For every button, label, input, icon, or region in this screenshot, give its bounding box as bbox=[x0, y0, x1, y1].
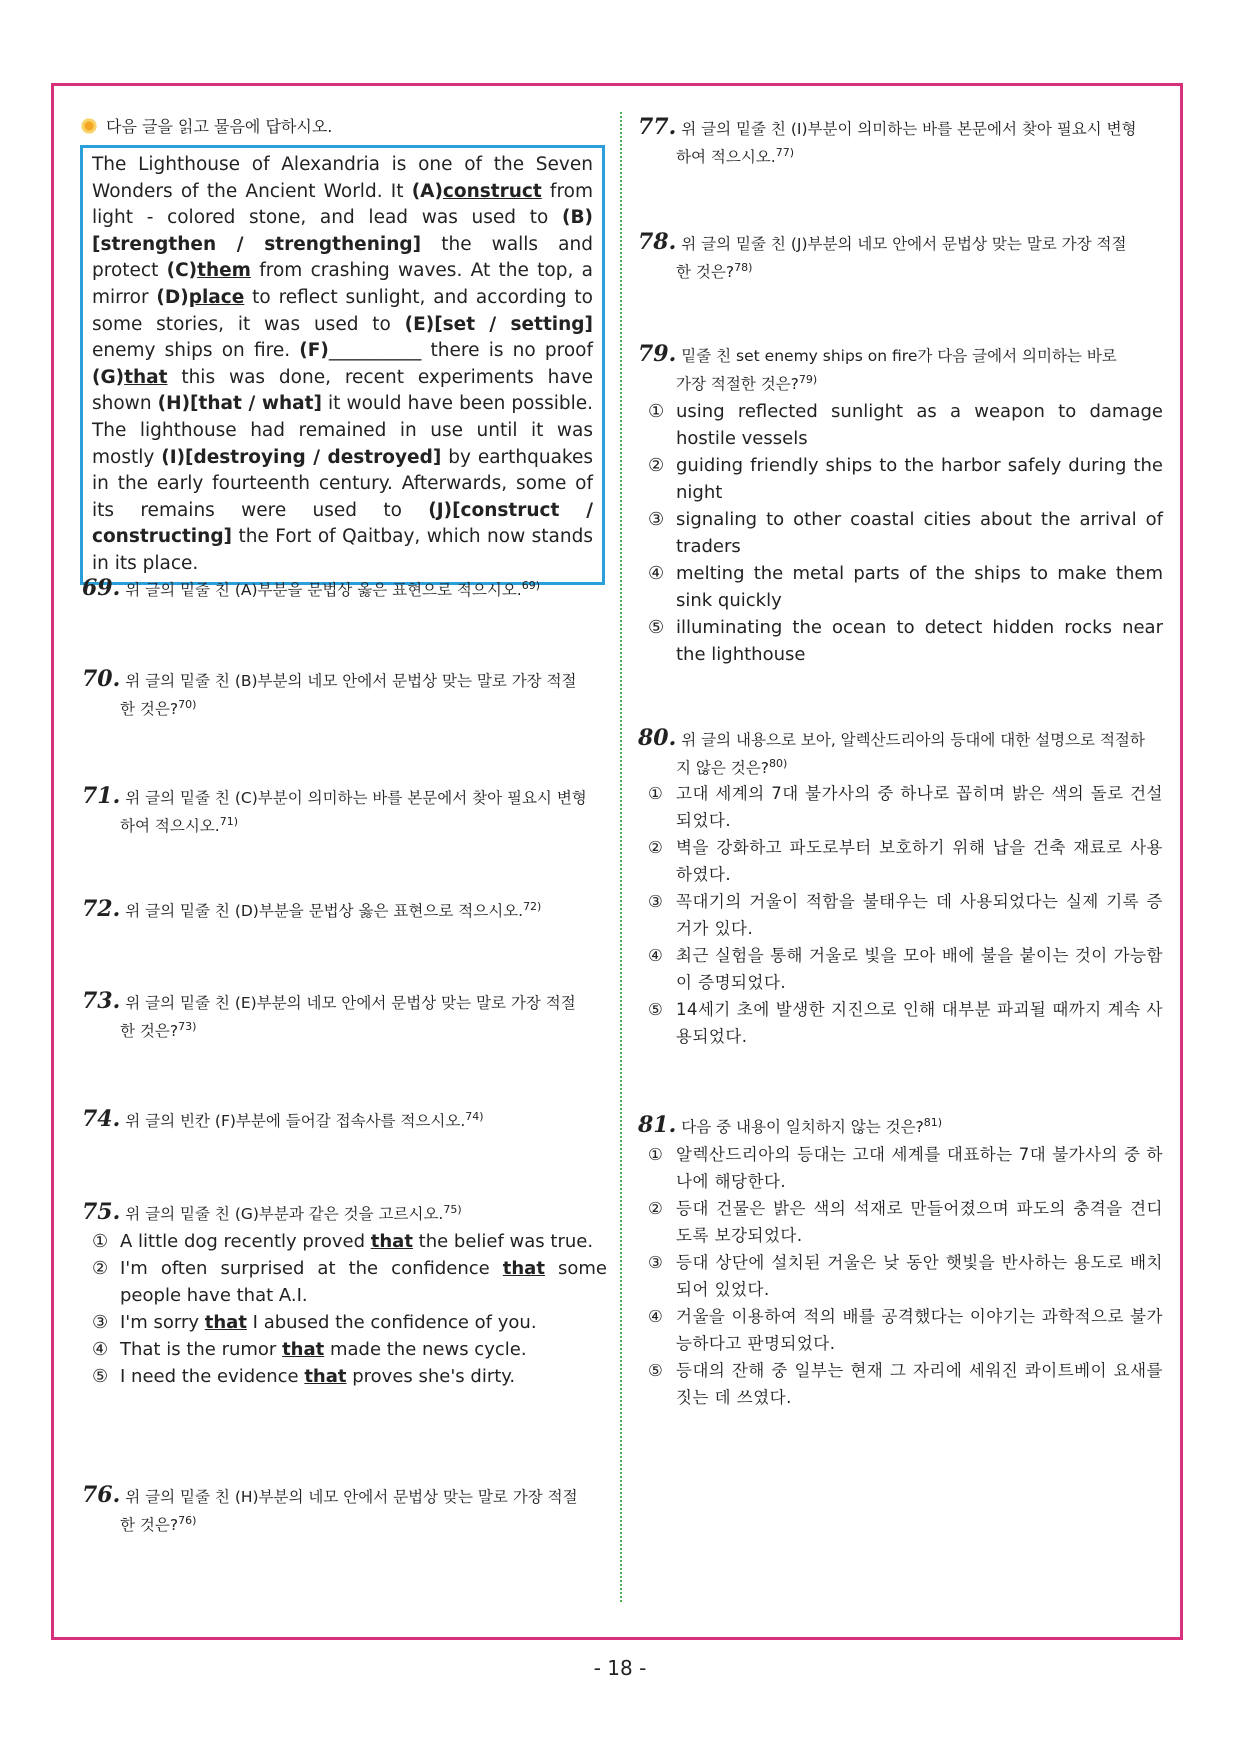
option-text: the belief was true. bbox=[412, 1231, 594, 1253]
passage-text: it would have been possible. The lighthouse had remained in use until it was mostly bbox=[92, 393, 594, 468]
question-number: 76. bbox=[82, 1482, 121, 1508]
footnote-ref: 71) bbox=[219, 815, 238, 828]
question-text-cont: 한 것은? bbox=[676, 263, 735, 282]
option-text: I'm often surprised at the confidence bbox=[120, 1258, 503, 1280]
footnote-ref: 78) bbox=[734, 261, 753, 274]
question-text-cont: 지 않은 것은? bbox=[676, 759, 769, 778]
option-marker: ⑤ bbox=[648, 1000, 664, 1020]
option-text: made the news cycle. bbox=[324, 1339, 527, 1361]
question-number: 81. bbox=[638, 1112, 677, 1139]
footnote-ref: 75) bbox=[443, 1203, 462, 1216]
question-text: 위 글의 밑줄 친 (I)부분이 의미하는 바를 본문에서 찾아 필요시 변형 bbox=[681, 120, 1137, 138]
option-3[interactable] bbox=[638, 888, 1163, 942]
question-75 bbox=[82, 1198, 607, 1390]
question-text: 위 글의 밑줄 친 (D)부분을 문법상 옳은 표현으로 적으시오. bbox=[125, 902, 524, 921]
passage-text: the walls and protect bbox=[92, 233, 593, 282]
option-5[interactable] bbox=[638, 614, 1163, 668]
question-72 bbox=[82, 895, 607, 923]
option-marker: ④ bbox=[648, 563, 665, 585]
question-number: 72. bbox=[82, 896, 121, 923]
bracket-e: (E)[set / setting] bbox=[404, 313, 593, 335]
option-marker: ② bbox=[648, 455, 665, 477]
question-text: 위 글의 내용으로 보아, 알렉산드리아의 등대에 대한 설명으로 적절하 bbox=[681, 731, 1145, 749]
footnote-ref: 70) bbox=[178, 698, 197, 711]
footnote-ref: 69) bbox=[521, 579, 541, 592]
option-3[interactable] bbox=[638, 506, 1163, 560]
bracket-b: (B)[strengthen / strengthening] bbox=[92, 207, 593, 255]
option-text: some people have that A.I. bbox=[120, 1258, 607, 1307]
question-number: 74. bbox=[82, 1106, 121, 1133]
option-text: melting the metal parts of the ships to make them sink quickly bbox=[676, 563, 1163, 612]
option-keyword: that bbox=[282, 1339, 325, 1361]
question-number: 70. bbox=[82, 666, 121, 692]
option-marker: ① bbox=[648, 784, 664, 804]
underlined-d: place bbox=[188, 286, 245, 308]
option-text: proves she's dirty. bbox=[346, 1366, 516, 1388]
footnote-ref: 81) bbox=[923, 1116, 943, 1129]
question-number: 78. bbox=[638, 229, 677, 255]
passage-text: by earthquakes in the early fourteenth century. Afterwards, some of its remains were used to bbox=[92, 446, 594, 521]
option-2[interactable] bbox=[638, 1195, 1163, 1249]
question-79 bbox=[638, 343, 1163, 668]
passage-text: enemy ships on fire. bbox=[92, 340, 300, 362]
option-1[interactable] bbox=[638, 1141, 1163, 1195]
option-text: illuminating the ocean to detect hidden rocks near the lighthouse bbox=[676, 617, 1163, 666]
option-marker: ③ bbox=[648, 892, 664, 912]
question-text: 위 글의 밑줄 친 (C)부분이 의미하는 바를 본문에서 찾아 필요시 변형 bbox=[125, 789, 587, 807]
question-number: 77. bbox=[638, 114, 677, 140]
bracket-h: (H)[that / what] bbox=[157, 393, 322, 415]
option-5[interactable] bbox=[638, 996, 1163, 1050]
passage-text: The Lighthouse of Alexandria is one of the Seven Wonders of the Ancient World. It bbox=[92, 154, 593, 202]
option-text: I need the evidence bbox=[120, 1366, 305, 1388]
option-text: 14세기 초에 발생한 지진으로 인해 대부분 파괴될 때까지 계속 사용되었다. bbox=[676, 1000, 1163, 1047]
option-marker: ⑤ bbox=[92, 1366, 109, 1388]
footnote-ref: 79) bbox=[798, 373, 818, 386]
question-text: 위 글의 밑줄 친 (E)부분의 네모 안에서 문법상 맞는 말로 가장 적절 bbox=[125, 994, 576, 1012]
passage-text: there is no proof bbox=[421, 340, 593, 362]
option-4[interactable] bbox=[638, 942, 1163, 996]
passage-text: the Fort of Qaitbay, which now stands in its place. bbox=[92, 526, 593, 574]
option-4[interactable] bbox=[638, 1303, 1163, 1357]
option-marker: ⑤ bbox=[648, 617, 665, 639]
option-2[interactable] bbox=[638, 834, 1163, 888]
question-text-cont: 한 것은? bbox=[120, 1022, 179, 1041]
question-69 bbox=[82, 574, 607, 602]
question-number: 73. bbox=[82, 988, 121, 1014]
passage-text: from crashing waves. At the top, a mirror bbox=[92, 260, 593, 308]
left-column bbox=[80, 114, 605, 585]
question-text: 다음 중 내용이 일치하지 않는 것은? bbox=[681, 1118, 924, 1137]
question-80 bbox=[638, 727, 1163, 1050]
option-marker: ⑤ bbox=[648, 1361, 664, 1381]
option-text: That is the rumor bbox=[120, 1339, 283, 1361]
question-text: 위 글의 밑줄 친 (B)부분의 네모 안에서 문법상 맞는 말로 가장 적절 bbox=[125, 672, 577, 690]
question-text: 위 글의 밑줄 친 (A)부분을 문법상 옳은 표현으로 적으시오. bbox=[125, 581, 522, 600]
question-76 bbox=[82, 1484, 607, 1537]
option-text: 등대의 잔해 중 일부는 현재 그 자리에 세워진 콰이트베이 요새를 짓는 데 쓰였다. bbox=[676, 1361, 1163, 1408]
underlined-a: construct bbox=[442, 180, 542, 202]
question-81 bbox=[638, 1111, 1163, 1411]
reading-passage bbox=[80, 145, 605, 585]
question-70 bbox=[82, 668, 607, 721]
passage-text: from light - colored stone, and lead was used to bbox=[92, 180, 593, 229]
footnote-ref: 73) bbox=[178, 1020, 197, 1033]
underlined-c: them bbox=[197, 260, 251, 282]
question-73 bbox=[82, 990, 607, 1043]
option-text: 등대 상단에 설치된 거울은 낮 동안 햇빛을 반사하는 용도로 배치되어 있었다. bbox=[676, 1253, 1163, 1300]
question-number: 71. bbox=[82, 783, 121, 809]
footnote-ref: 72) bbox=[523, 900, 542, 913]
instruction-text: 다음 글을 읽고 물음에 답하시오. bbox=[106, 117, 333, 136]
bracket-j: (J)[construct / constructing] bbox=[92, 499, 593, 548]
question-text: 위 글의 밑줄 친 (H)부분의 네모 안에서 문법상 맞는 말로 가장 적절 bbox=[125, 1488, 578, 1506]
option-4[interactable] bbox=[82, 1336, 607, 1363]
option-marker: ③ bbox=[648, 509, 665, 531]
option-2[interactable] bbox=[638, 452, 1163, 506]
option-text: 최근 실험을 통해 거울로 빛을 모아 배에 불을 붙이는 것이 가능함이 증명되었다. bbox=[676, 946, 1163, 993]
question-text-cont: 한 것은? bbox=[120, 1516, 179, 1535]
question-number: 69. bbox=[82, 575, 121, 602]
option-marker: ② bbox=[648, 838, 664, 858]
footnote-ref: 76) bbox=[178, 1514, 197, 1527]
bracket-i: (I)[destroying / destroyed] bbox=[161, 446, 442, 468]
question-77 bbox=[638, 116, 1163, 169]
option-text: A little dog recently proved bbox=[120, 1231, 371, 1253]
passage-text: this was done, recent experiments have shown bbox=[92, 366, 593, 415]
question-number: 80. bbox=[638, 725, 677, 751]
passage-text: to reflect sunlight, and according to some stories, it was used to bbox=[92, 286, 593, 335]
option-text: 고대 세계의 7대 불가사의 중 하나로 꼽히며 밝은 색의 돌로 건설되었다. bbox=[676, 784, 1163, 831]
option-text: 거울을 이용하여 적의 배를 공격했다는 이야기는 과학적으로 불가능하다고 판명되었다. bbox=[676, 1307, 1163, 1354]
question-71 bbox=[82, 785, 607, 838]
label-d: (D) bbox=[156, 286, 189, 308]
question-number: 79. bbox=[638, 341, 677, 367]
option-marker: ② bbox=[92, 1258, 109, 1280]
question-text: 위 글의 밑줄 친 (J)부분의 네모 안에서 문법상 맞는 말로 가장 적절 bbox=[681, 235, 1127, 253]
question-text: 밑줄 친 set enemy ships on fire가 다음 글에서 의미하는 바로 bbox=[681, 347, 1117, 365]
column-divider bbox=[620, 112, 622, 1602]
flower-icon bbox=[80, 117, 98, 135]
page-number: - 18 - bbox=[593, 1656, 647, 1680]
option-marker: ④ bbox=[648, 946, 664, 966]
option-text: 벽을 강화하고 파도로부터 보호하기 위해 납을 건축 재료로 사용하였다. bbox=[676, 838, 1163, 885]
option-keyword: that bbox=[370, 1231, 413, 1253]
question-text-cont: 한 것은? bbox=[120, 700, 179, 719]
question-text-cont: 가장 적절한 것은? bbox=[676, 375, 799, 394]
label-f: (F) bbox=[299, 340, 329, 362]
option-text: 등대 건물은 밝은 색의 석재로 만들어졌으며 파도의 충격을 견디도록 보강되었다. bbox=[676, 1199, 1163, 1246]
option-marker: ③ bbox=[648, 1253, 664, 1273]
question-78 bbox=[638, 231, 1163, 284]
label-g: (G) bbox=[92, 366, 125, 388]
question-text: 위 글의 밑줄 친 (G)부분과 같은 것을 고르시오. bbox=[125, 1205, 444, 1224]
option-marker: ④ bbox=[92, 1339, 109, 1361]
option-3[interactable] bbox=[638, 1249, 1163, 1303]
label-c: (C) bbox=[166, 260, 198, 282]
option-marker: ① bbox=[648, 1145, 664, 1165]
option-text: signaling to other coastal cities about the arrival of traders bbox=[676, 509, 1163, 558]
option-4[interactable] bbox=[638, 560, 1163, 614]
footnote-ref: 74) bbox=[465, 1110, 484, 1123]
question-74 bbox=[82, 1105, 607, 1133]
option-1[interactable] bbox=[638, 398, 1163, 452]
option-keyword: that bbox=[204, 1312, 247, 1334]
question-text-cont: 하여 적으시오. bbox=[120, 817, 220, 836]
option-1[interactable] bbox=[82, 1228, 607, 1255]
footnote-ref: 77) bbox=[775, 146, 794, 159]
option-text: using reflected sunlight as a weapon to damage hostile vessels bbox=[676, 401, 1163, 450]
blank-f: __________ bbox=[328, 340, 422, 362]
option-text: I'm sorry bbox=[120, 1312, 205, 1334]
instruction bbox=[80, 114, 605, 137]
question-text-cont: 하여 적으시오. bbox=[676, 148, 776, 167]
option-marker: ② bbox=[648, 1199, 664, 1219]
footnote-ref: 80) bbox=[768, 757, 788, 770]
option-text: I abused the confidence of you. bbox=[246, 1312, 537, 1334]
option-keyword: that bbox=[304, 1366, 347, 1388]
option-text: 꼭대기의 거울이 적함을 불태우는 데 사용되었다는 실제 기록 증거가 있다. bbox=[676, 892, 1163, 939]
option-marker: ① bbox=[648, 401, 665, 423]
question-number: 75. bbox=[82, 1199, 121, 1226]
option-marker: ③ bbox=[92, 1312, 109, 1334]
option-keyword: that bbox=[502, 1258, 545, 1280]
option-marker: ④ bbox=[648, 1307, 664, 1327]
option-text: guiding friendly ships to the harbor safely during the night bbox=[676, 455, 1163, 504]
option-marker: ① bbox=[92, 1231, 109, 1253]
option-1[interactable] bbox=[638, 780, 1163, 834]
label-a: (A) bbox=[411, 180, 443, 202]
option-2[interactable] bbox=[82, 1255, 607, 1309]
option-text: 알렉산드리아의 등대는 고대 세계를 대표하는 7대 불가사의 중 하나에 해당한다. bbox=[676, 1145, 1163, 1192]
option-5[interactable] bbox=[638, 1357, 1163, 1411]
option-3[interactable] bbox=[82, 1309, 607, 1336]
question-text: 위 글의 빈칸 (F)부분에 들어갈 접속사를 적으시오. bbox=[125, 1112, 466, 1131]
underlined-g: that bbox=[124, 366, 168, 388]
option-5[interactable] bbox=[82, 1363, 607, 1390]
